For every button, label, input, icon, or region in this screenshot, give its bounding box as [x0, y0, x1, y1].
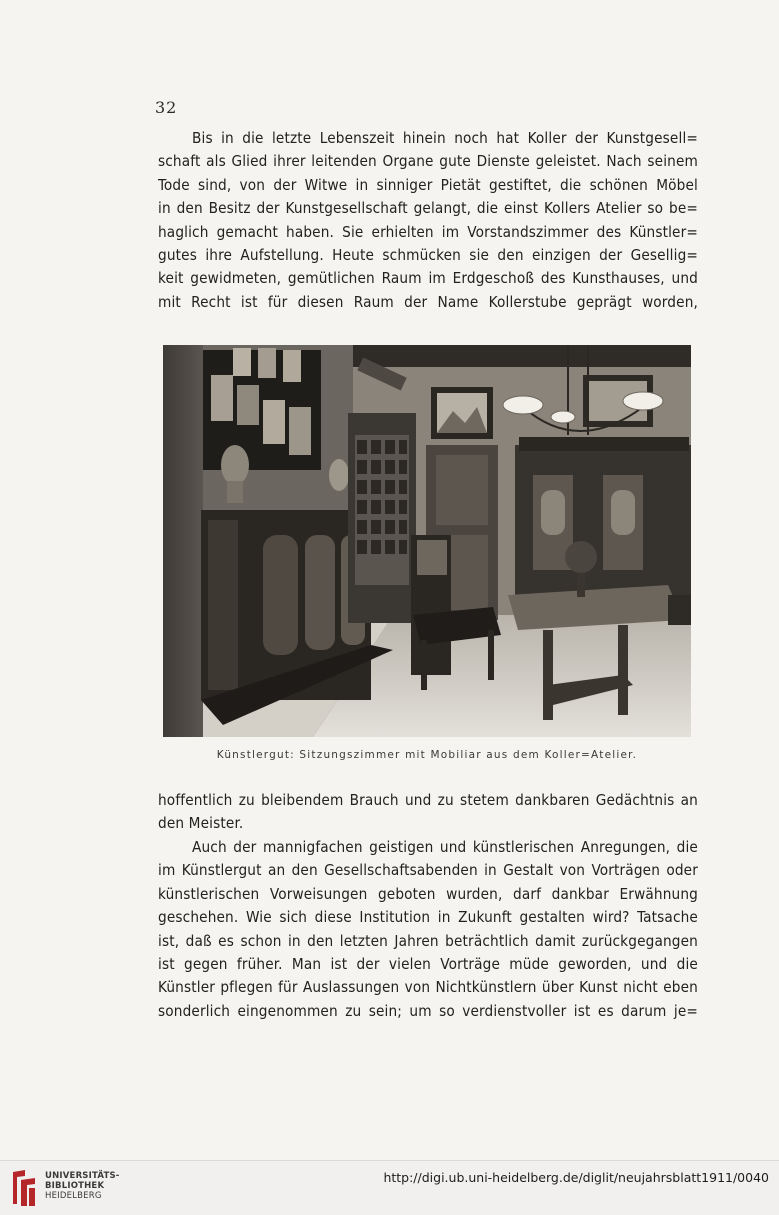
figure-caption: Künstlergut: Sitzungszimmer mit Mobiliar aus dem Koller=Atelier.	[216, 749, 638, 761]
text-line: schaft als Glied ihrer leitenden Organe gute Dienste geleistet. Nach seinem	[158, 152, 698, 171]
text-line: den Meister.	[158, 814, 244, 833]
text-line: ist gegen früher. Man ist der vielen Vorträge müde geworden, und die	[158, 955, 698, 974]
text-line: haglich gemacht haben. Sie erhielten im Vorstandszimmer des Künstler=	[158, 222, 698, 241]
ub-heidelberg-logo-icon[interactable]	[9, 1166, 39, 1208]
library-footer	[0, 1160, 779, 1215]
text-line: in den Besitz der Kunstgesellschaft gelangt, die einst Kollers Atelier so be=	[158, 199, 698, 218]
library-name	[45, 1171, 120, 1201]
text-line: sonderlich eingenommen zu sein; um so verdienstvoller ist es darum je=	[158, 1001, 698, 1020]
library-name-line1: UNIVERSITÄTS-	[45, 1171, 120, 1181]
room-photo-illustration	[163, 345, 691, 737]
text-line: geschehen. Wie sich diese Institution in Zukunft gestalten wird? Tatsache	[158, 908, 698, 927]
text-line: Bis in die letzte Lebenszeit hinein noch hat Koller der Kunstgesell=	[192, 129, 698, 147]
paragraph-2	[158, 789, 698, 836]
text-line: hoffentlich zu bleibendem Brauch und zu stetem dankbaren Gedächtnis an	[158, 791, 698, 809]
text-line: mit Recht ist für diesen Raum der Name Kollerstube geprägt worden,	[158, 292, 698, 311]
paragraph-1	[158, 127, 698, 314]
text-line: gutes ihre Aufstellung. Heute schmücken sie den einzigen der Gesellig=	[158, 246, 698, 265]
interior-photograph	[163, 345, 691, 737]
text-line: ist, daß es schon in den letzten Jahren beträchtlich damit zurückgegangen	[158, 931, 698, 950]
page-number: 32	[155, 98, 178, 117]
text-line: künstlerischen Vorweisungen geboten wurden, darf dankbar Erwähnung	[158, 884, 698, 903]
permalink-url[interactable]: http://digi.ub.uni-heidelberg.de/diglit/neujahrsblatt1911/0040	[383, 1170, 769, 1185]
text-line: Künstler pflegen für Auslassungen von Nichtkünstlern über Kunst nicht eben	[158, 978, 698, 997]
text-line: Auch der mannigfachen geistigen und künstlerischen Anregungen, die	[192, 838, 698, 856]
paragraph-3	[158, 836, 698, 1023]
text-line: keit gewidmeten, gemütlichen Raum im Erdgeschoß des Kunsthauses, und	[158, 269, 698, 288]
text-line: im Künstlergut an den Gesellschaftsabenden in Gestalt von Vorträgen oder	[158, 861, 698, 880]
text-line: Tode sind, von der Witwe in sinniger Pietät gestiftet, die schönen Möbel	[158, 175, 698, 194]
library-name-line2: BIBLIOTHEK	[45, 1181, 105, 1191]
library-name-line3: HEIDELBERG	[45, 1191, 102, 1201]
